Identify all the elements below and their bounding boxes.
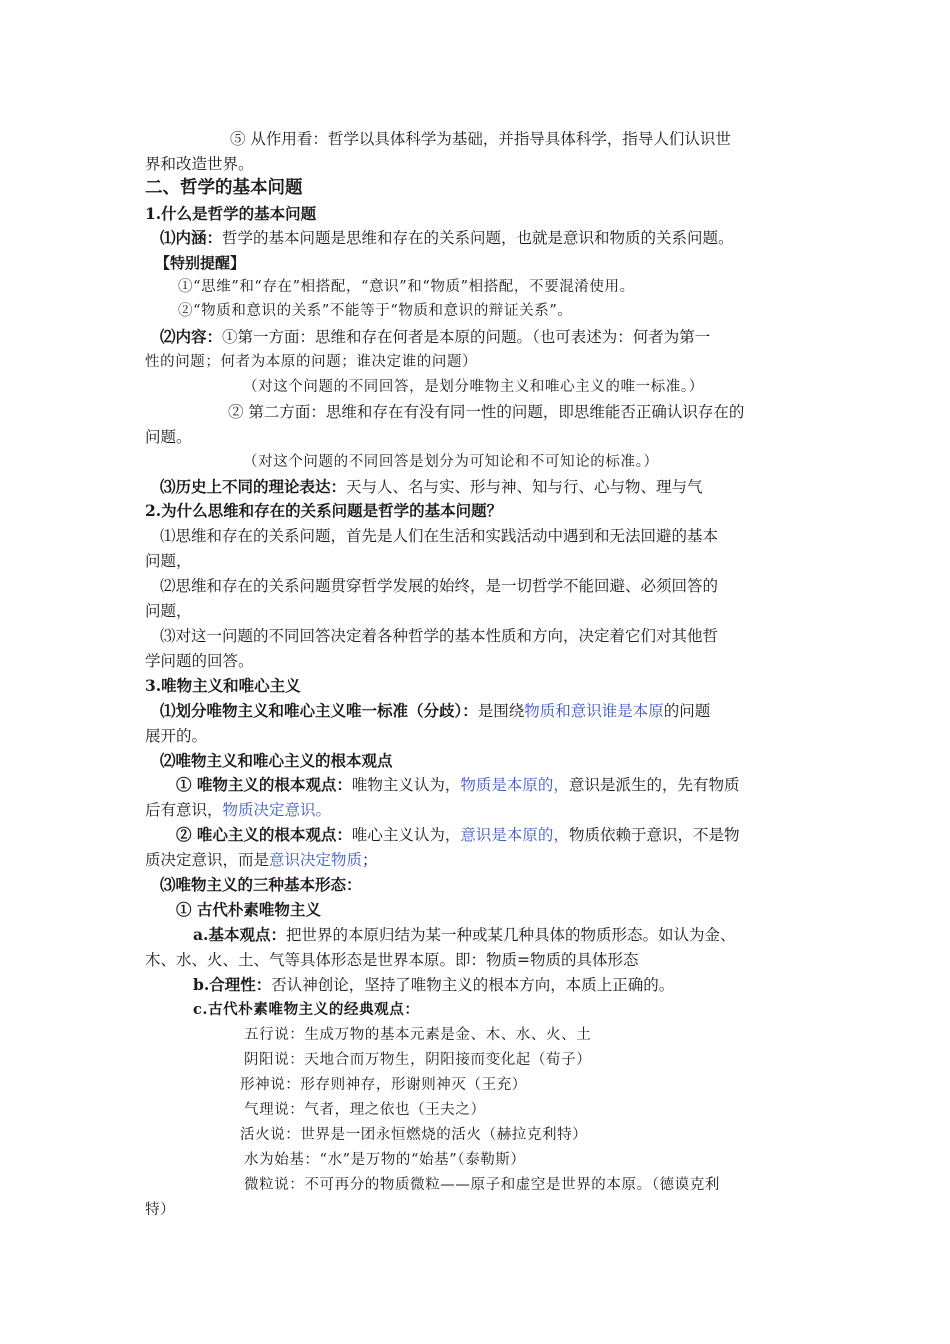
weixin-cont-pre: 质决定意识，而是 <box>145 851 270 869</box>
gudai-heading: ① 古代朴素唯物主义 <box>176 900 321 919</box>
neirong-label: ⑵内容： <box>160 327 223 346</box>
weixin-cont-post: ； <box>362 851 378 869</box>
huafen-label: ⑴划分唯物主义和唯心主义唯一标准（分歧）： <box>160 701 478 720</box>
view-xingshen: 形神说：形存则神存，形谢则神灭（王充） <box>240 1077 527 1093</box>
reason-2: ⑵思维和存在的关系问题贯穿哲学发展的始终，是一切哲学不能回避、必须回答的 <box>160 577 719 595</box>
view-yinyang: 阴阳说：天地合而万物生，阴阳接而变化起（荀子） <box>244 1052 592 1068</box>
weixin-label: ② 唯心主义的根本观点： <box>176 825 352 844</box>
wuzhi-pre: 唯物主义认为， <box>351 776 461 794</box>
neirong-text: ①第一方面：思维和存在何者是本原的问题。（也可表述为：何者为第一 <box>222 328 711 346</box>
heli-line <box>193 975 674 995</box>
view-huohuo: 活火说：世界是一团永恒燃烧的活火（赫拉克利特） <box>240 1127 588 1143</box>
q1-heading: 1.什么是哲学的基本问题 <box>145 204 317 223</box>
huafen-cont: 展开的。 <box>145 727 208 745</box>
lishi-text: 天与人、名与实、形与神、知与行、心与物、理与气 <box>346 478 703 496</box>
reminder-1: ①“思维”和“存在”相搭配，“意识”和“物质”相搭配，不要混淆使用。 <box>178 279 635 295</box>
reason-1: ⑴思维和存在的关系问题，首先是人们在生活和实践活动中遇到和无法回避的基本 <box>160 527 719 545</box>
section-heading: 二、哲学的基本问题 <box>145 178 303 198</box>
huafen-highlight: 物质和意识谁是本原 <box>524 702 664 720</box>
weixin-post: 物质依赖于意识，不是物 <box>568 826 740 844</box>
weixin-cont <box>145 850 378 870</box>
sanzhong-heading: ⑶唯物主义的三种基本形态： <box>160 875 362 894</box>
view-weili-cont: 特） <box>145 1202 176 1218</box>
reminder-2: ②“物质和意识的关系”不能等于“物质和意识的辩证关系”。 <box>178 303 573 319</box>
neirong-note-1: （对这个问题的不同回答，是划分唯物主义和唯心主义的唯一标准。） <box>243 379 704 395</box>
reason-3: ⑶对这一问题的不同回答决定着各种哲学的基本性质和方向，决定着它们对其他哲 <box>160 627 719 645</box>
huafen-post: 的问题 <box>663 702 711 720</box>
huafen-line <box>160 701 710 721</box>
neirong-note-2: （对这个问题的不同回答是划分为可知论和不可知论的标准。） <box>243 454 659 470</box>
wuzhi-post: 意识是派生的，先有物质 <box>568 776 740 794</box>
view-qili: 气理说：气者，理之依也（王夫之） <box>244 1102 486 1118</box>
reason-2-cont: 问题， <box>145 602 192 620</box>
reason-1-cont: 问题， <box>145 552 192 570</box>
weixin-highlight: 意识是本原的， <box>460 826 569 844</box>
wuzhi-cont-pre: 后有意识， <box>145 801 223 819</box>
view-shui: 水为始基：“水”是万物的“始基”（泰勒斯） <box>244 1152 526 1168</box>
jiben-label: a.基本观点： <box>193 925 286 944</box>
weixin-line <box>176 825 739 845</box>
view-wuxing: 五行说：生成万物的基本元素是金、木、水、火、土 <box>244 1027 592 1043</box>
wuzhi-label: ① 唯物主义的根本观点： <box>176 775 352 794</box>
heli-text: 否认神创论，坚持了唯物主义的根本方向，本质上正确的。 <box>271 976 675 994</box>
line-function: ⑤ 从作用看：哲学以具体科学为基础，并指导具体科学，指导人们认识世 <box>230 130 731 148</box>
neirong-line <box>160 327 710 347</box>
heli-label: b.合理性： <box>193 975 272 994</box>
genben-heading: ⑵唯物主义和唯心主义的根本观点 <box>160 751 393 770</box>
neihan-line <box>160 228 734 248</box>
q3-heading: 3.唯物主义和唯心主义 <box>145 676 301 695</box>
jiben-cont: 木、水、火、土、气等具体形态是世界本原。即：物质=物质的具体形态 <box>145 951 639 969</box>
neirong-cont: 性的问题；何者为本原的问题；谁决定谁的问题） <box>145 354 478 370</box>
neihan-text: 哲学的基本问题是思维和存在的关系问题，也就是意识和物质的关系问题。 <box>222 229 734 247</box>
lishi-label: ⑶历史上不同的理论表达： <box>160 477 347 496</box>
jingdian-heading: c.古代朴素唯物主义的经典观点： <box>193 1001 420 1018</box>
view-weili: 微粒说：不可再分的物质微粒——原子和虚空是世界的本原。（德谟克利 <box>244 1177 720 1193</box>
weixin-cont-highlight: 意识决定物质 <box>269 851 363 869</box>
special-reminder-heading: 【特别提醒】 <box>155 254 246 272</box>
neihan-label: ⑴内涵： <box>160 228 223 247</box>
wuzhi-cont-highlight: 物质决定意识。 <box>222 801 332 819</box>
second-aspect: ② 第二方面：思维和存在有没有同一性的问题，即思维能否正确认识存在的 <box>228 403 745 421</box>
reason-3-cont: 学问题的回答。 <box>145 652 254 670</box>
huafen-pre: 是围绕 <box>477 702 525 720</box>
wuzhi-cont <box>145 800 331 820</box>
q2-heading: 2.为什么思维和存在的关系问题是哲学的基本问题？ <box>145 501 503 520</box>
jiben-text: 把世界的本原归结为某一种或某几种具体的物质形态。如认为金、 <box>285 926 736 944</box>
second-aspect-cont: 问题。 <box>145 428 192 446</box>
wuzhi-line <box>176 775 739 795</box>
line-function-cont: 界和改造世界。 <box>145 155 254 173</box>
lishi-line <box>160 477 703 497</box>
wuzhi-highlight: 物质是本原的， <box>460 776 569 794</box>
jiben-line <box>193 925 735 945</box>
weixin-pre: 唯心主义认为， <box>351 826 461 844</box>
